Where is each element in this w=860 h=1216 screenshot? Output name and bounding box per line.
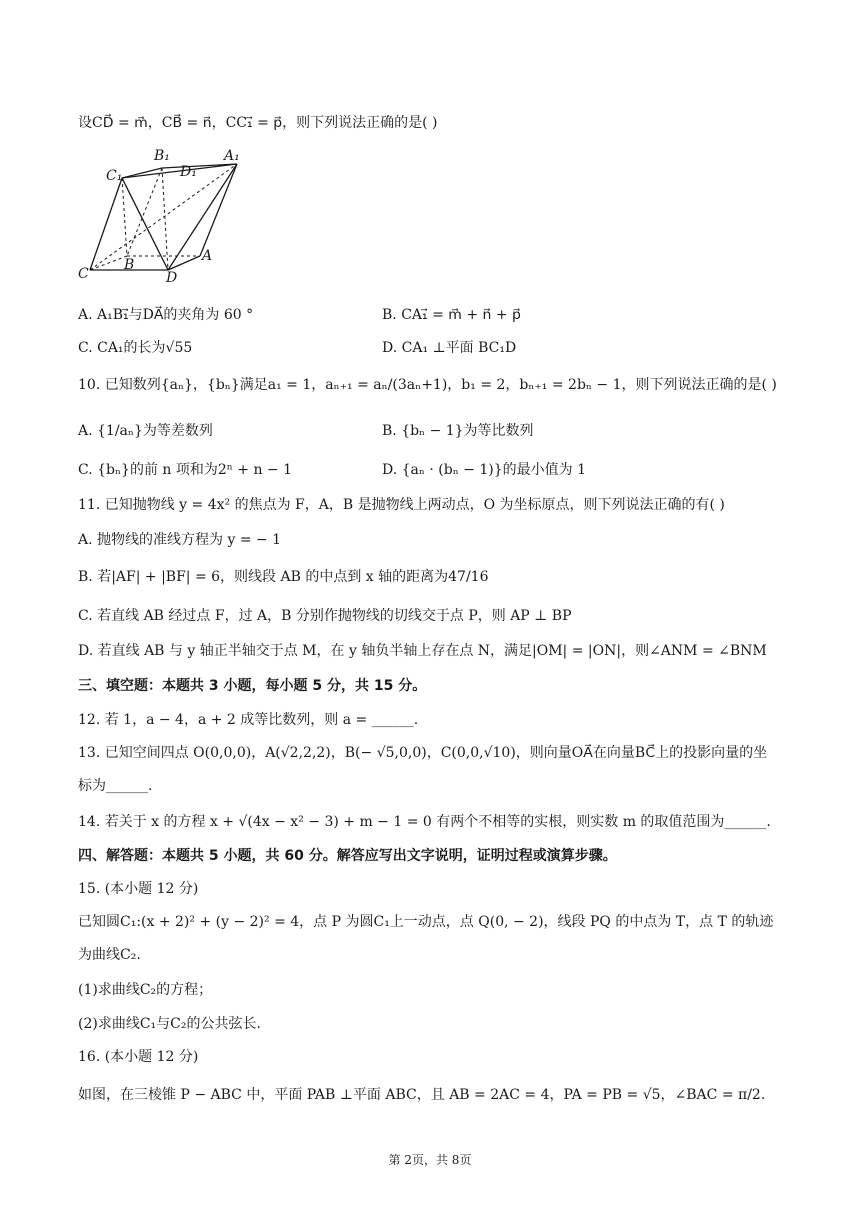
q13-line1: 13. 已知空间四点 O(0,0,0)，A(√2,2,2)，B(− √5,0,0)，C(0,0,√10)，则向量OA⃗在向量BC⃗上的投影向量的坐: [78, 745, 768, 761]
q14: 14. 若关于 x 的方程 x + √(4x − x² − 3) + m − 1 = 0 有两个不相等的实根，则实数 m 的取值范围为______.: [78, 814, 771, 830]
label-d: D: [166, 270, 178, 286]
q15-header: 15. (本小题 12 分): [78, 881, 199, 897]
q9-option-b: B. CA₁⃗ = m⃗ + n⃗ + p⃗: [382, 307, 521, 323]
label-a1: A₁: [224, 148, 240, 164]
q11-stem: 11. 已知抛物线 y = 4x² 的焦点为 F，A，B 是抛物线上两动点，O 为坐标原点，则下列说法正确的有( ): [78, 497, 725, 513]
q12: 12. 若 1，a − 4，a + 2 成等比数列，则 a = ______.: [78, 712, 419, 728]
q10-option-c: C. {bₙ}的前 n 项和为2ⁿ + n − 1: [78, 462, 293, 478]
q16-header: 16. (本小题 12 分): [78, 1049, 199, 1065]
q11-option-b: B. 若|AF| + |BF| = 6，则线段 AB 的中点到 x 轴的距离为47/16: [78, 569, 489, 585]
q9-option-c: C. CA₁的长为√55: [78, 340, 193, 356]
q11-option-d: D. 若直线 AB 与 y 轴正半轴交于点 M，在 y 轴负半轴上存在点 N，满足|OM| = |ON|，则∠ANM = ∠BNM: [78, 643, 767, 659]
page-footer: 第 2页，共 8页: [388, 1153, 472, 1167]
label-b: B: [124, 257, 135, 273]
label-d1: D₁: [180, 164, 197, 180]
q15-part2: (2)求曲线C₁与C₂的公共弦长.: [78, 1016, 261, 1032]
section-4-heading: 四、解答题：本题共 5 小题，共 60 分。解答应写出文字说明，证明过程或演算步骤。: [78, 848, 617, 864]
parallelepiped-figure: [72, 146, 252, 286]
label-b1: B₁: [154, 148, 170, 164]
q13-line2: 标为______.: [78, 778, 153, 794]
q15-part1: (1)求曲线C₂的方程；: [78, 982, 213, 998]
q16-line1: 如图，在三棱锥 P − ABC 中，平面 PAB ⊥平面 ABC，且 AB = 2AC = 4，PA = PB = √5，∠BAC = π/2.: [78, 1087, 766, 1103]
q10-option-a: A. {1/aₙ}为等差数列: [78, 423, 213, 439]
label-c: C: [78, 266, 89, 282]
q10-option-b: B. {bₙ − 1}为等比数列: [382, 423, 534, 439]
q15-line2: 为曲线C₂.: [78, 947, 141, 963]
q9-option-a: A. A₁B₁⃗与DA⃗的夹角为 60 °: [78, 307, 254, 323]
q15-line1: 已知圆C₁:(x + 2)² + (y − 2)² = 4，点 P 为圆C₁上一动点，点 Q(0, − 2)，线段 PQ 的中点为 T，点 T 的轨迹: [78, 914, 774, 930]
q11-option-c: C. 若直线 AB 经过点 F，过 A，B 分别作抛物线的切线交于点 P，则 AP ⊥ BP: [78, 608, 572, 624]
q9-stem: 设CD⃗ = m⃗，CB⃗ = n⃗，CC₁⃗ = p⃗，则下列说法正确的是( ): [78, 115, 438, 131]
q10-stem: 10. 已知数列{aₙ}，{bₙ}满足a₁ = 1，aₙ₊₁ = aₙ/(3aₙ+1)，b₁ = 2，bₙ₊₁ = 2bₙ − 1，则下列说法正确的是( ): [78, 377, 777, 393]
section-3-heading: 三、填空题：本题共 3 小题，每小题 5 分，共 15 分。: [78, 678, 427, 694]
label-c1: C₁: [106, 168, 123, 184]
q9-option-d: D. CA₁ ⊥平面 BC₁D: [382, 340, 517, 356]
q10-option-d: D. {aₙ · (bₙ − 1)}的最小值为 1: [382, 462, 587, 478]
q11-option-a: A. 抛物线的准线方程为 y = − 1: [78, 532, 282, 548]
label-a: A: [202, 248, 213, 264]
